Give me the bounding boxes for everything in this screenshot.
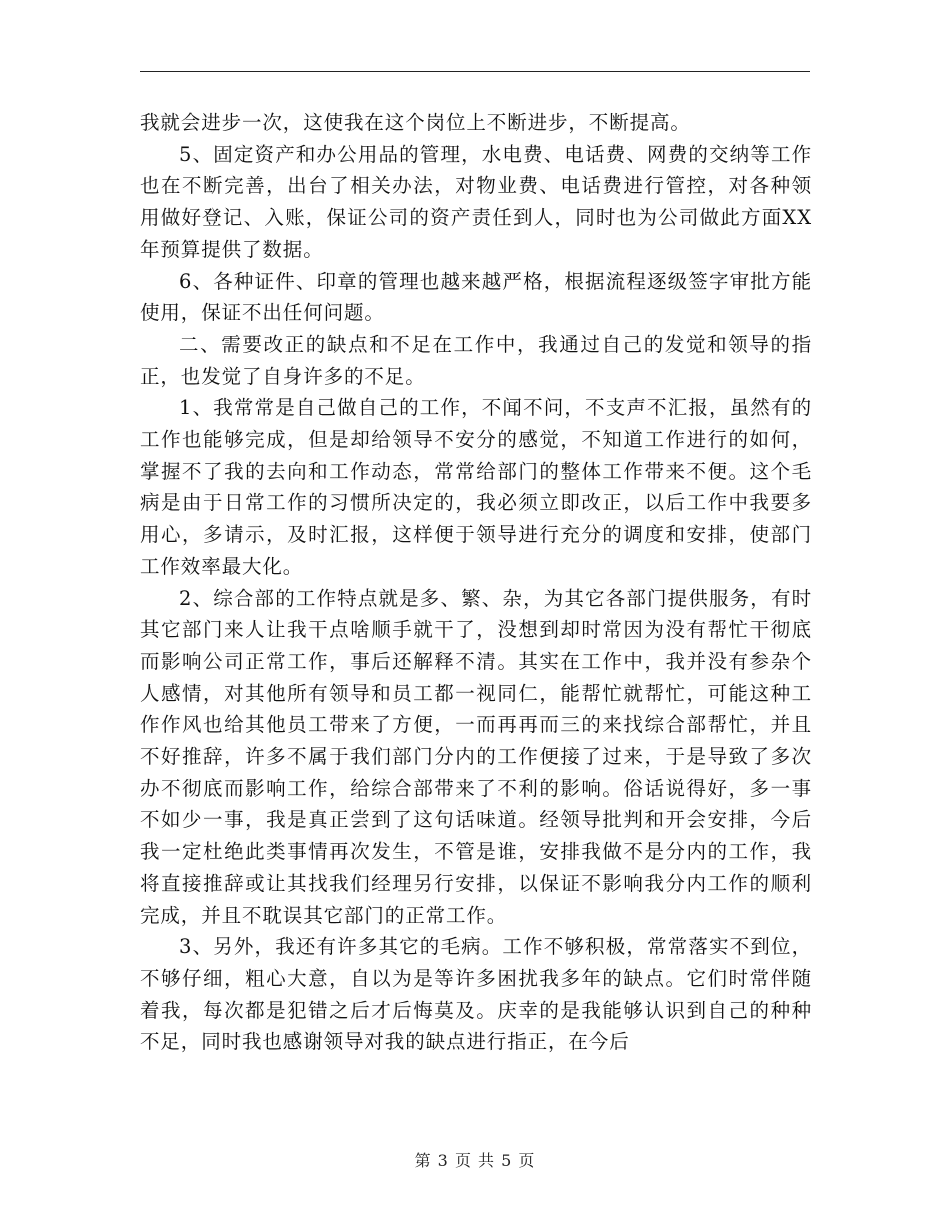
section-heading-two: 二、需要改正的缺点和不足在工作中，我通过自己的发觉和领导的指正，也发觉了自身许多的不足。 [140,332,812,388]
paragraph-item-2: 2、综合部的工作特点就是多、繁、杂，为其它各部门提供服务，有时其它部门来人让我干点啥顺手就干了，没想到却时常因为没有帮忙干彻底而影响公司正常工作，事后还解释不清。其实在工作中，我并没有参杂个人感情，对其他所有领导和员工都一视同仁，能帮忙就帮忙，可能这种工作作风也给其他员工带来了方便，一而再再而三的来找综合部帮忙，并且不好推辞，许多不属于我们部门分内的工作便接了过来，于是导致了多次办不彻底而影响工作，给综合部带来了不利的影响。俗话说得好，多一事不如少一事，我是真正尝到了这句话味道。经领导批判和开会安排，今后我一定杜绝此类事情再次发生，不管是谁，安排我做不是分内的工作，我将直接推辞或让其找我们经理另行安排，以保证不影响我分内工作的顺利完成，并且不耽误其它部门的正常工作。 [140,586,812,927]
paragraph-item-3: 3、另外，我还有许多其它的毛病。工作不够积极，常常落实不到位，不够仔细，粗心大意，自以为是等许多困扰我多年的缺点。它们时常伴随着我，每次都是犯错之后才后悔莫及。庆幸的是我能够认识到自己的种种不足，同时我也感谢领导对我的缺点进行指正，在今后 [140,935,812,1054]
paragraph-continuation: 我就会进步一次，这使我在这个岗位上不断进步，不断提高。 [140,111,691,134]
page-number-label: 第 3 页 共 5 页 [414,1151,536,1170]
paragraph-item-5: 5、固定资产和办公用品的管理，水电费、电话费、网费的交纳等工作也在不断完善，出台了相关办法，对物业费、电话费进行管控，对各种领用做好登记、入账，保证公司的资产责任到人，同时也为公司做此方面XX年预算提供了数据。 [140,142,812,261]
page-footer [0,1148,950,1171]
header-rule [140,71,810,72]
paragraph-item-1: 1、我常常是自己做自己的工作，不闻不问，不支声不汇报，虽然有的工作也能够完成，但是却给领导不安分的感觉，不知道工作进行的如何，掌握不了我的去向和工作动态，常常给部门的整体工作带来不便。这个毛病是由于日常工作的习惯所决定的，我必须立即改正，以后工作中我要多用心，多请示，及时汇报，这样便于领导进行充分的调度和安排，使部门工作效率最大化。 [140,396,812,578]
document-body [140,107,812,1058]
paragraph-item-6: 6、各种证件、印章的管理也越来越严格，根据流程逐级签字审批方能使用，保证不出任何问题。 [140,269,812,325]
